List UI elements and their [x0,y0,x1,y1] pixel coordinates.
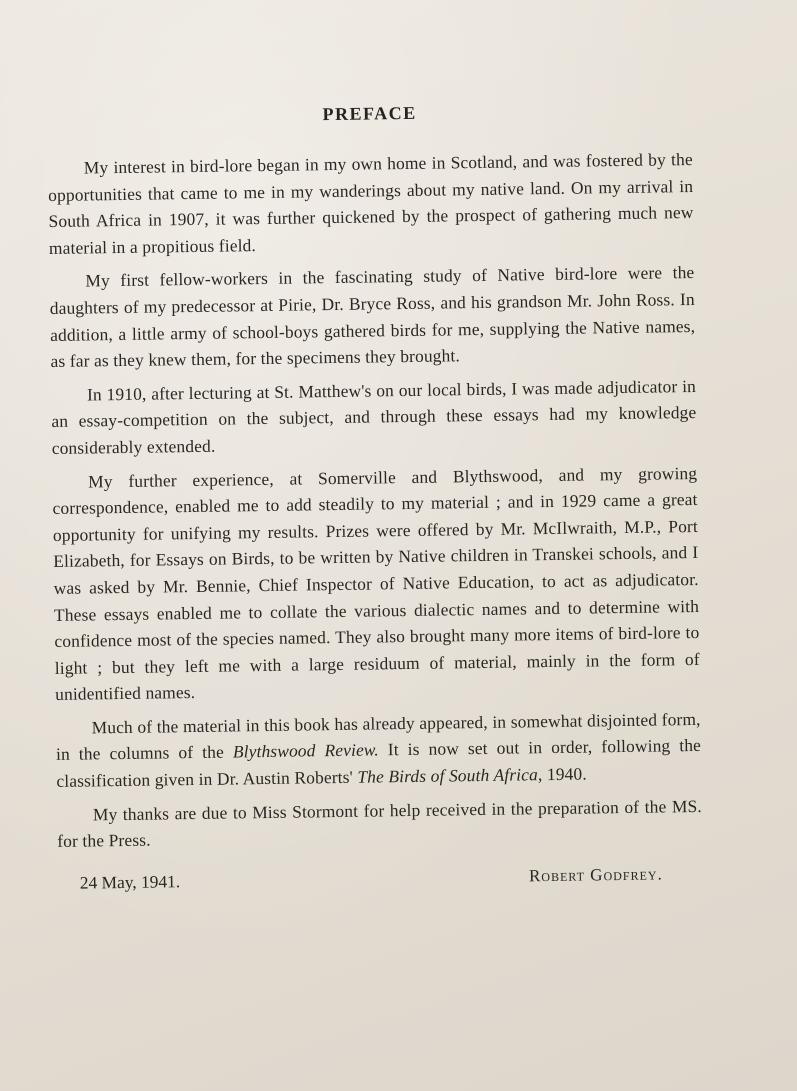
journal-title: Blythswood Review. [232,739,379,762]
book-title: The Birds of South Africa [357,764,539,787]
paragraph-5-text-a: Much of the material in this book has already appeared, in somewhat disjointed form, in the columns of the [55,708,701,765]
paragraph-5-text-c: It is now set out in order, following the classification given in Dr. Austin Roberts' [56,735,702,791]
page-title: PREFACE [322,102,417,125]
paragraph-5 [55,706,701,795]
paragraph-1: My interest in bird-lore began in my own home in Scotland, and was fostered by the opportunities that came to me in my wanderings about my native land. On my arrival in South Africa in 1907, it was further quickened by the prospect of gathering much new material in a propitious field. [48,148,694,258]
paragraph-5-text-e: , 1940. [537,763,587,785]
paragraph-2: My first fellow-workers in the fascinating study of Native bird-lore were the daughters of my predecessor at Pirie, Dr. Bryce Ross, and his grandson Mr. John Ross. In addition, a little army of school-boys gathered birds for me, supplying the Native names, as far as they knew them, for the specimens they brought. [49,262,696,372]
preface-text-block [47,99,703,894]
paragraph-4: My further experience, at Somerville and Blythswood, and my growing correspondence, enabled me to add steadily to my material ; and in 1929 came a great opportunity for unifying my results. Prizes were offered by Mr. McIlwraith, M.P., Port Elizabeth, for Essays on Birds, to be written by Native children in Transkei schools, and I was asked by Mr. Bennie, Chief Inspector of Native Education, to act as adjudicator. These essays enabled me to collate the various dialectic names and to determine with confidence most of the species named. They also brought many more items of bird-lore to light ; but they left me with a large residuum of material, mainly in the form of unidentified names. [52,462,700,705]
closing-line [58,864,703,894]
date: 24 May, 1941. [79,871,181,893]
author-signature: Robert Godfrey. [528,864,663,886]
paragraph-6: My thanks are due to Miss Stormont for help received in the preparation of the MS. for the Press. [57,795,702,852]
paragraph-3: In 1910, after lecturing at St. Matthew's on our local birds, I was made adjudicator in an essay-competition on the subject, and through these essays had my knowledge considerably extended. [51,375,697,458]
